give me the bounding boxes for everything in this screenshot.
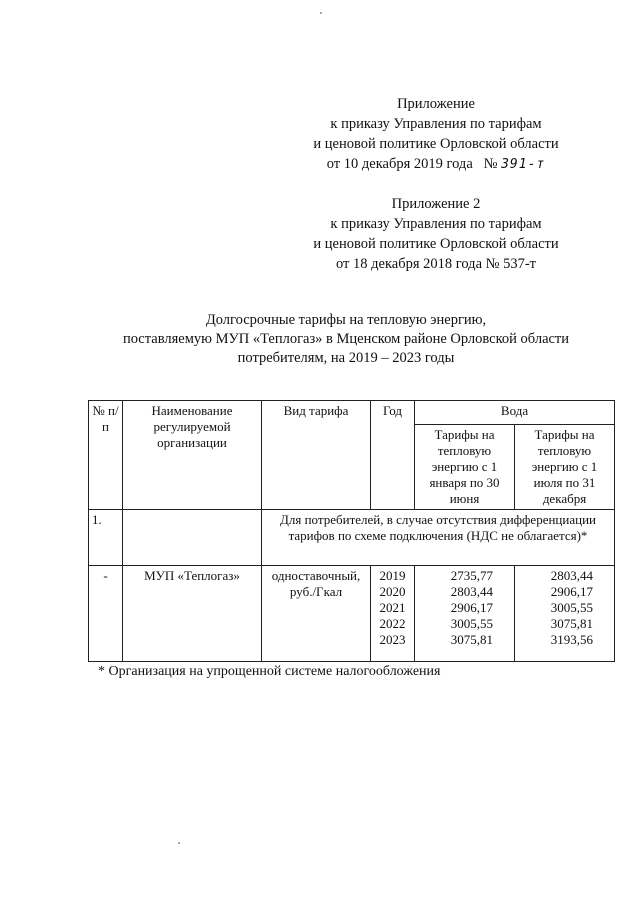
header-num: № п/п <box>89 401 123 510</box>
header-water-group: Вода <box>415 401 615 425</box>
tariff-value: 3005,55 <box>550 600 593 615</box>
row-organization: МУП «Теплогаз» <box>123 566 262 662</box>
tariff-value: 3005,55 <box>450 616 493 631</box>
row-num: - <box>89 566 123 662</box>
tariff-value: 3075,81 <box>450 632 493 647</box>
appendix-current-date: от 10 декабря 2019 года <box>326 156 473 172</box>
year-cell: 2021 <box>379 600 406 615</box>
section-empty-cell <box>123 510 262 566</box>
appendix-prior-line-2: к приказу Управления по тарифам <box>330 216 542 232</box>
year-cell: 2023 <box>379 632 406 647</box>
row-tariff-type: одноставочный, руб./Гкал <box>262 566 371 662</box>
tariff-value: 3075,81 <box>550 616 593 631</box>
order-number-label: № <box>483 156 498 172</box>
title-line-1: Долгосрочные тарифы на тепловую энергию, <box>205 312 487 328</box>
appendix-prior-line-3: и ценовой политике Орловской области <box>313 236 559 252</box>
appendix-current-line-2: к приказу Управления по тарифам <box>330 116 542 132</box>
section-num: 1. <box>89 510 123 566</box>
header-organization: Наименование регулируемой организации <box>123 401 262 510</box>
footnote: * Организация на упрощенной системе налогообложения <box>98 664 441 679</box>
header-tariff-type: Вид тарифа <box>262 401 371 510</box>
year-cell: 2020 <box>379 584 406 599</box>
appendix-prior-header <box>286 194 586 274</box>
row-years <box>371 566 415 662</box>
tariff-table <box>88 400 615 662</box>
header-year: Год <box>371 401 415 510</box>
title-line-3: потребителям, на 2019 – 2023 годы <box>237 350 455 366</box>
row-tariff-first-half <box>415 566 515 662</box>
appendix-current-line-4 <box>286 154 586 175</box>
appendix-current-header <box>286 94 586 175</box>
year-cell: 2022 <box>379 616 406 631</box>
appendix-prior-line-4: от 18 декабря 2018 года № 537-т <box>336 256 536 272</box>
tariff-value: 2906,17 <box>550 584 593 599</box>
section-description: Для потребителей, в случае отсутствия дифференциации тарифов по схеме подключения (НДС не облагается)* <box>262 510 615 566</box>
tariff-value: 2803,44 <box>550 568 593 583</box>
appendix-current-line-3: и ценовой политике Орловской области <box>313 136 559 152</box>
order-number-handwritten: 391-т <box>501 157 546 172</box>
table-section-row <box>89 510 615 566</box>
scan-speck <box>178 842 180 844</box>
row-tariff-second-half <box>515 566 615 662</box>
document-title <box>96 311 596 368</box>
scan-speck <box>320 12 322 14</box>
header-tariff-first-half: Тарифы на тепловую энергию с 1 января по 30 июня <box>415 425 515 510</box>
header-tariff-second-half: Тарифы на тепловую энергию с 1 июля по 31 декабря <box>515 425 615 510</box>
appendix-current-line-1: Приложение <box>397 96 475 112</box>
tariff-value: 3193,56 <box>550 632 593 647</box>
tariff-value: 2906,17 <box>450 600 493 615</box>
tariff-value: 2803,44 <box>450 584 493 599</box>
tariff-value: 2735,77 <box>450 568 493 583</box>
year-cell: 2019 <box>379 568 406 583</box>
title-line-2: поставляемую МУП «Теплогаз» в Мценском районе Орловской области <box>122 331 570 347</box>
appendix-prior-line-1: Приложение 2 <box>391 196 481 212</box>
table-row <box>89 566 615 662</box>
